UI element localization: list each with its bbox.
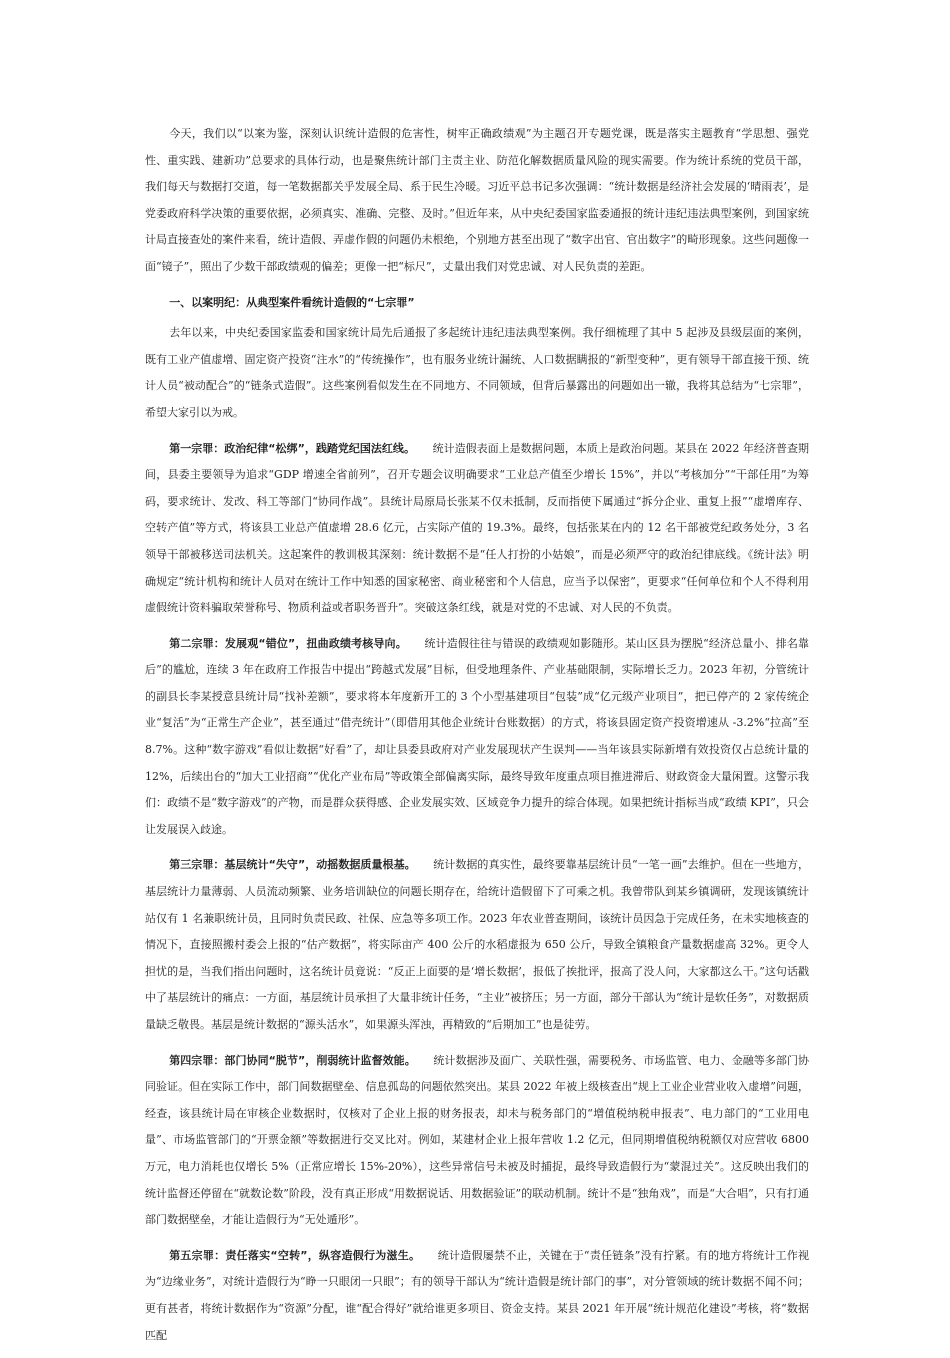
sin-lead: 第二宗罪：发展观“错位”，扭曲政绩考核导向。 [169,636,407,650]
sin-lead: 第三宗罪：基层统计“失守”，动摇数据质量根基。 [169,858,416,872]
sin-paragraph-1 [145,436,809,622]
sin-lead: 第一宗罪：政治纪律“松绑”，践踏党纪国法红线。 [169,441,415,455]
sin-lead: 第五宗罪：责任落实“空转”，纵容造假行为滋生。 [169,1248,421,1262]
sin-paragraph-4 [145,1048,809,1234]
sin-body: 统计数据的真实性，最终要靠基层统计员“一笔一画”去维护。但在一些地方，基层统计力量薄弱、人员流动频繁、业务培训缺位的问题长期存在，给统计造假留下了可乘之机。我曾带队到某乡镇调研，发现该镇统计站仅有 1 名兼职统计员，且同时负责民政、社保、应急等多项工作。2023 年农业普查期间，该统计员因急于完成任务，在未实地核查的情况下，直接照搬村委会上报的“估产数据”，将实际亩产 400 公斤的水稻虚报为 650 公斤，导致全镇粮食产量数据虚高 32%。更令人担忧的是，当我们指出问题时，这名统计员竟说：“反正上面要的是‘增长数据’，报低了挨批评，报高了没人问，大家都这么干。”这句话戳中了基层统计的痛点：一方面，基层统计员承担了大量非统计任务，“主业”被挤压；另一方面，部分干部认为“统计是软任务”，对数据质量缺乏敬畏。基层是统计数据的“源头活水”，如果源头浑浊，再精致的“后期加工”也是徒劳。 [145,858,809,1031]
intro-paragraph: 今天，我们以“以案为鉴，深刻认识统计造假的危害性，树牢正确政绩观”为主题召开专题党课，既是落实主题教育“学思想、强党性、重实践、建新功”总要求的具体行动，也是聚焦统计部门主责主业、防范化解数据质量风险的现实需要。作为统计系统的党员干部，我们每天与数据打交道，每一笔数据都关乎发展全局、系于民生冷暖。习近平总书记多次强调：“统计数据是经济社会发展的‘晴雨表’，是党委政府科学决策的重要依据，必须真实、准确、完整、及时。”但近年来，从中央纪委国家监委通报的统计违纪违法典型案例，到国家统计局直接查处的案件来看，统计造假、弄虚作假的问题仍未根绝，个别地方甚至出现了“数字出官、官出数字”的畸形现象。这些问题像一面“镜子”，照出了少数干部政绩观的偏差；更像一把“标尺”，丈量出我们对党忠诚、对人民负责的差距。 [145,127,809,273]
sin-body: 统计数据涉及面广、关联性强，需要税务、市场监管、电力、金融等多部门协同验证。但在实际工作中，部门间数据壁垒、信息孤岛的问题依然突出。某县 2022 年被上级核查出“规上工业企业营业收入虚增”问题，经查，该县统计局在审核企业数据时，仅核对了企业上报的财务报表，却未与税务部门的“增值税纳税申报表”、电力部门的“工业用电量”、市场监管部门的“开票金额”等数据进行交叉比对。例如，某建材企业上报年营收 1.2 亿元，但同期增值税纳税额仅对应营收 6800 万元，电力消耗也仅增长 5%（正常应增长 15%-20%），这些异常信号未被及时捕捉，最终导致造假行为“蒙混过关”。这反映出我们的统计监督还停留在“就数论数”阶段，没有真正形成“用数据说话、用数据验证”的联动机制。统计不是“独角戏”，而是“大合唱”，只有打通部门数据壁垒，才能让造假行为“无处遁形”。 [145,1053,809,1227]
sin-body: 统计造假屡禁不止，关键在于“责任链条”没有拧紧。有的地方将统计工作视为“边缘业务”，对统计造假行为“睁一只眼闭一只眼”；有的领导干部认为“统计造假是统计部门的事”，对分管领域的统计数据不闻不问；更有甚者，将统计数据作为“资源”分配，谁“配合得好”就给谁更多项目、资金支持。某县 2021 年开展“统计规范化建设”考核，将“数据匹配 [145,1248,809,1342]
section-heading: 一、以案明纪：从典型案件看统计造假的“七宗罪” [169,295,415,309]
section-intro-paragraph: 去年以来，中央纪委国家监委和国家统计局先后通报了多起统计违纪违法典型案例。我仔细梳理了其中 5 起涉及县级层面的案例，既有工业产值虚增、固定资产投资“注水”的“传统操作”，也有服务业统计漏统、人口数据瞒报的“新型变种”，更有领导干部直接干预、统计人员“被动配合”的“链条式造假”。这些案例看似发生在不同地方、不同领域，但背后暴露出的问题如出一辙，我将其总结为“七宗罪”，希望大家引以为戒。 [145,326,809,419]
sin-lead: 第四宗罪：部门协同“脱节”，削弱统计监督效能。 [169,1053,416,1067]
document-page [145,121,809,1358]
sin-body: 统计造假表面上是数据问题，本质上是政治问题。某县在 2022 年经济普查期间，县委主要领导为追求“GDP 增速全省前列”，召开专题会议明确要求“工业总产值至少增长 15%”，并以“考核加分”“干部任用”为筹码，要求统计、发改、科工等部门“协同作战”。县统计局原局长张某不仅未抵制，反而指使下属通过“拆分企业、重复上报”“虚增库存、空转产值”等方式，将该县工业总产值虚增 28.6 亿元，占实际产值的 19.3%。最终，包括张某在内的 12 名干部被党纪政务处分，3 名领导干部被移送司法机关。这起案件的教训极其深刻：统计数据不是“任人打扮的小姑娘”，而是必须严守的政治纪律底线。《统计法》明确规定“统计机构和统计人员对在统计工作中知悉的国家秘密、商业秘密和个人信息，应当予以保密”，更要求“任何单位和个人不得利用虚假统计资料骗取荣誉称号、物质利益或者职务晋升”。突破这条红线，就是对党的不忠诚、对人民的不负责。 [145,441,809,615]
sin-paragraph-5 [145,1243,809,1349]
sin-paragraph-2 [145,631,809,844]
sin-paragraph-3 [145,852,809,1038]
sin-body: 统计造假往往与错误的政绩观如影随形。某山区县为摆脱“经济总量小、排名靠后”的尴尬，连续 3 年在政府工作报告中提出“跨越式发展”目标，但受地理条件、产业基础限制，实际增长乏力。2023 年初，分管统计的副县长李某授意县统计局“找补差额”，要求将本年度新开工的 3 个小型基建项目“包装”成“亿元级产业项目”，把已停产的 2 家传统企业“复活”为“正常生产企业”，甚至通过“借壳统计”（即借用其他企业统计台账数据）的方式，将该县固定资产投资增速从 -3.2%“拉高”至 8.7%。这种“数字游戏”看似让数据“好看”了，却让县委县政府对产业发展现状产生误判——当年该县实际新增有效投资仅占总统计量的 12%，后续出台的“加大工业招商”“优化产业布局”等政策全部偏离实际，最终导致年度重点项目推进滞后、财政资金大量闲置。这警示我们：政绩不是“数字游戏”的产物，而是群众获得感、企业发展实效、区域竞争力提升的综合体现。如果把统计指标当成“政绩 KPI”，只会让发展误入歧途。 [145,636,809,836]
